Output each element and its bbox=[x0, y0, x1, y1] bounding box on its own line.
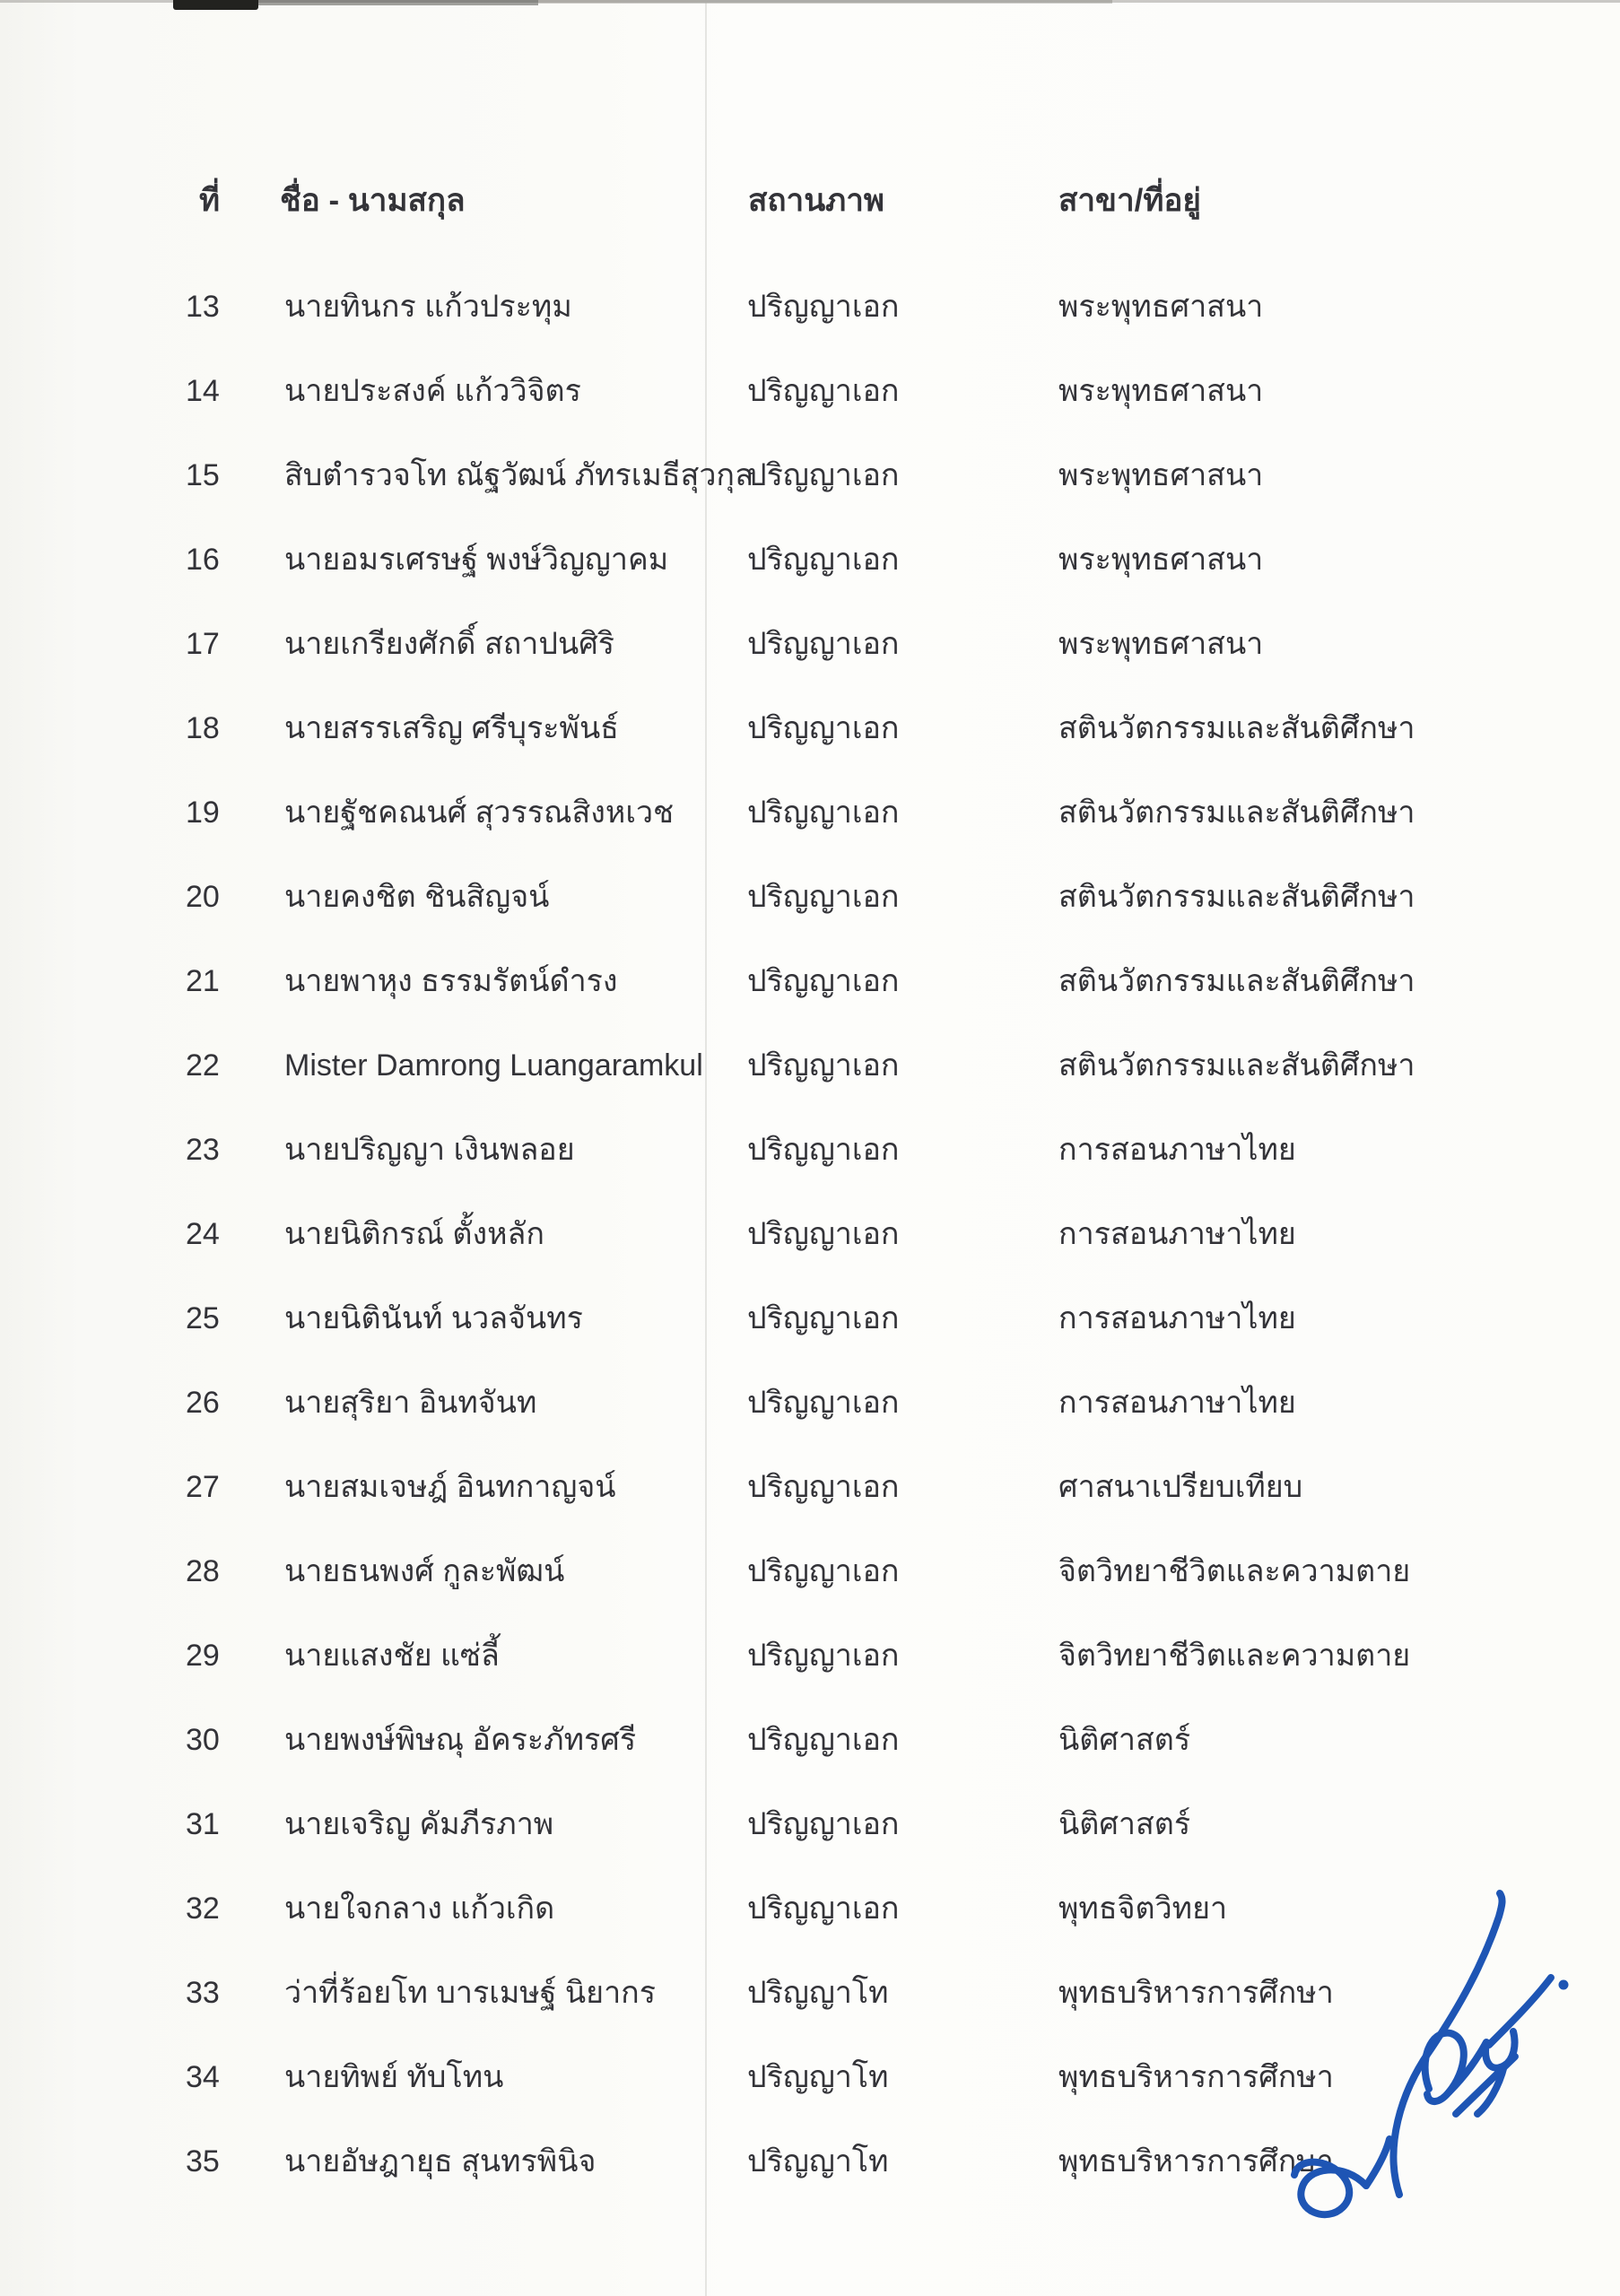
table-row bbox=[0, 1044, 1620, 1128]
row-status: ปริญญาเอก bbox=[747, 1639, 900, 1673]
row-branch: พระพุทธศาสนา bbox=[1058, 543, 1264, 577]
row-name: นายปริญญา เงินพลอย bbox=[284, 1133, 575, 1167]
table-row bbox=[0, 1550, 1620, 1634]
row-number: 25 bbox=[186, 1301, 220, 1335]
table-row bbox=[0, 1213, 1620, 1297]
row-name: นายคงชิต ชินสิญจน์ bbox=[284, 880, 550, 914]
row-status: ปริญญาเอก bbox=[747, 458, 900, 492]
row-status: ปริญญาเอก bbox=[747, 1892, 900, 1926]
row-name: นายสมเจษฎ์ อินทกาญจน์ bbox=[284, 1470, 616, 1504]
column-header-name: ชื่อ - นามสกุล bbox=[280, 183, 466, 218]
row-name: นายทินกร แก้วประทุม bbox=[284, 290, 572, 324]
row-name: นายอมรเศรษฐ์ พงษ์วิญญาคม bbox=[284, 543, 669, 577]
row-status: ปริญญาเอก bbox=[747, 1554, 900, 1588]
row-status: ปริญญาเอก bbox=[747, 1807, 900, 1841]
row-branch: สตินวัตกรรมและสันติศึกษา bbox=[1058, 711, 1415, 745]
table-row bbox=[0, 960, 1620, 1044]
row-number: 19 bbox=[186, 796, 220, 830]
row-name: นายทิพย์ ทับโทน bbox=[284, 2060, 504, 2094]
table-row bbox=[0, 370, 1620, 454]
row-branch: การสอนภาษาไทย bbox=[1058, 1301, 1296, 1335]
row-branch: จิตวิทยาชีวิตและความตาย bbox=[1058, 1554, 1411, 1588]
row-status: ปริญญาเอก bbox=[747, 1470, 900, 1504]
row-name: สิบตำรวจโท ณัฐวัฒน์ ภัทรเมธีสุวกุล bbox=[284, 458, 753, 492]
row-number: 31 bbox=[186, 1807, 220, 1841]
row-number: 32 bbox=[186, 1892, 220, 1926]
scan-edge-mark bbox=[538, 0, 1112, 4]
row-status: ปริญญาเอก bbox=[747, 1217, 900, 1251]
row-number: 20 bbox=[186, 880, 220, 914]
row-number: 24 bbox=[186, 1217, 220, 1251]
column-header-no: ที่ bbox=[199, 183, 221, 218]
row-name: นายนิติกรณ์ ตั้งหลัก bbox=[284, 1217, 544, 1251]
scan-edge-mark bbox=[173, 0, 258, 10]
row-number: 17 bbox=[186, 627, 220, 661]
row-branch: พระพุทธศาสนา bbox=[1058, 627, 1264, 661]
row-name: นายประสงค์ แก้ววิจิตร bbox=[284, 374, 581, 408]
row-status: ปริญญาเอก bbox=[747, 964, 900, 998]
row-status: ปริญญาเอก bbox=[747, 1133, 900, 1167]
row-status: ปริญญาเอก bbox=[747, 374, 900, 408]
row-branch: พระพุทธศาสนา bbox=[1058, 374, 1264, 408]
row-branch: พุทธจิตวิทยา bbox=[1058, 1892, 1228, 1926]
row-branch: สตินวัตกรรมและสันติศึกษา bbox=[1058, 964, 1415, 998]
table-row bbox=[0, 1634, 1620, 1718]
row-number: 30 bbox=[186, 1723, 220, 1757]
row-name: นายแสงชัย แซ่ลี้ bbox=[284, 1639, 500, 1673]
row-status: ปริญญาเอก bbox=[747, 543, 900, 577]
row-name: นายใจกลาง แก้วเกิด bbox=[284, 1892, 555, 1926]
row-branch: การสอนภาษาไทย bbox=[1058, 1386, 1296, 1420]
table-row bbox=[0, 622, 1620, 707]
row-name: ว่าที่ร้อยโท บารเมษฐ์ นิยากร bbox=[284, 1976, 657, 2010]
row-branch: พระพุทธศาสนา bbox=[1058, 290, 1264, 324]
row-number: 26 bbox=[186, 1386, 220, 1420]
row-status: ปริญญาเอก bbox=[747, 1386, 900, 1420]
table-header bbox=[0, 176, 1620, 221]
table-row bbox=[0, 1803, 1620, 1887]
row-branch: พระพุทธศาสนา bbox=[1058, 458, 1264, 492]
row-name: นายเกรียงศักดิ์ สถาปนศิริ bbox=[284, 627, 615, 661]
row-number: 29 bbox=[186, 1639, 220, 1673]
handwritten-signature bbox=[1251, 1879, 1610, 2274]
row-branch: พุทธบริหารการศึกษา bbox=[1058, 1976, 1334, 2010]
row-name: นายพาหุง ธรรมรัตน์ดำรง bbox=[284, 964, 618, 998]
row-branch: พุทธบริหารการศึกษา bbox=[1058, 2060, 1334, 2094]
row-status: ปริญญาเอก bbox=[747, 1301, 900, 1335]
table-row bbox=[0, 454, 1620, 538]
row-name: นายพงษ์พิษณุ อัคระภัทรศรี bbox=[284, 1723, 637, 1757]
table-row bbox=[0, 1297, 1620, 1381]
row-branch: การสอนภาษาไทย bbox=[1058, 1217, 1296, 1251]
table-row bbox=[0, 875, 1620, 960]
row-branch: สตินวัตกรรมและสันติศึกษา bbox=[1058, 1048, 1415, 1083]
row-branch: นิติศาสตร์ bbox=[1058, 1723, 1191, 1757]
row-name: นายสรรเสริญ ศรีบุระพันธ์ bbox=[284, 711, 619, 745]
row-status: ปริญญาเอก bbox=[747, 880, 900, 914]
row-number: 34 bbox=[186, 2060, 220, 2094]
scan-edge-mark bbox=[258, 0, 538, 5]
table-row bbox=[0, 1718, 1620, 1803]
row-number: 16 bbox=[186, 543, 220, 577]
row-status: ปริญญาเอก bbox=[747, 290, 900, 324]
row-status: ปริญญาโท bbox=[747, 2144, 889, 2179]
column-header-branch: สาขา/ที่อยู่ bbox=[1058, 183, 1201, 218]
row-branch: การสอนภาษาไทย bbox=[1058, 1133, 1296, 1167]
row-status: ปริญญาโท bbox=[747, 2060, 889, 2094]
table-row bbox=[0, 538, 1620, 622]
row-name: นายอัษฎายุธ สุนทรพินิจ bbox=[284, 2144, 597, 2179]
table-row bbox=[0, 791, 1620, 875]
row-number: 22 bbox=[186, 1048, 220, 1083]
row-name: Mister Damrong Luangaramkul bbox=[284, 1048, 703, 1083]
row-branch: สตินวัตกรรมและสันติศึกษา bbox=[1058, 796, 1415, 830]
table-row bbox=[0, 707, 1620, 791]
row-number: 35 bbox=[186, 2144, 220, 2179]
row-name: นายเจริญ คัมภีรภาพ bbox=[284, 1807, 554, 1841]
row-branch: สตินวัตกรรมและสันติศึกษา bbox=[1058, 880, 1415, 914]
row-name: นายนิตินันท์ นวลจันทร bbox=[284, 1301, 583, 1335]
row-number: 21 bbox=[186, 964, 220, 998]
row-name: นายสุริยา อินทจันท bbox=[284, 1386, 537, 1420]
row-number: 33 bbox=[186, 1976, 220, 2010]
row-number: 14 bbox=[186, 374, 220, 408]
row-status: ปริญญาเอก bbox=[747, 1048, 900, 1083]
row-status: ปริญญาโท bbox=[747, 1976, 889, 2010]
row-number: 15 bbox=[186, 458, 220, 492]
row-branch: พุทธบริหารการศึกษา bbox=[1058, 2144, 1334, 2179]
row-name: นายฐัชคณนศ์ สุวรรณสิงหเวช bbox=[284, 796, 675, 830]
table-row bbox=[0, 1128, 1620, 1213]
row-status: ปริญญาเอก bbox=[747, 711, 900, 745]
row-number: 23 bbox=[186, 1133, 220, 1167]
row-number: 27 bbox=[186, 1470, 220, 1504]
row-branch: จิตวิทยาชีวิตและความตาย bbox=[1058, 1639, 1411, 1673]
row-number: 13 bbox=[186, 290, 220, 324]
table-row bbox=[0, 285, 1620, 370]
table-row bbox=[0, 1381, 1620, 1465]
row-number: 18 bbox=[186, 711, 220, 745]
column-header-status: สถานภาพ bbox=[748, 183, 884, 218]
row-name: นายธนพงศ์ กูละพัฒน์ bbox=[284, 1554, 565, 1588]
row-number: 28 bbox=[186, 1554, 220, 1588]
row-branch: นิติศาสตร์ bbox=[1058, 1807, 1191, 1841]
row-status: ปริญญาเอก bbox=[747, 796, 900, 830]
row-status: ปริญญาเอก bbox=[747, 627, 900, 661]
row-status: ปริญญาเอก bbox=[747, 1723, 900, 1757]
table-row bbox=[0, 1465, 1620, 1550]
row-branch: ศาสนาเปรียบเทียบ bbox=[1058, 1470, 1303, 1504]
